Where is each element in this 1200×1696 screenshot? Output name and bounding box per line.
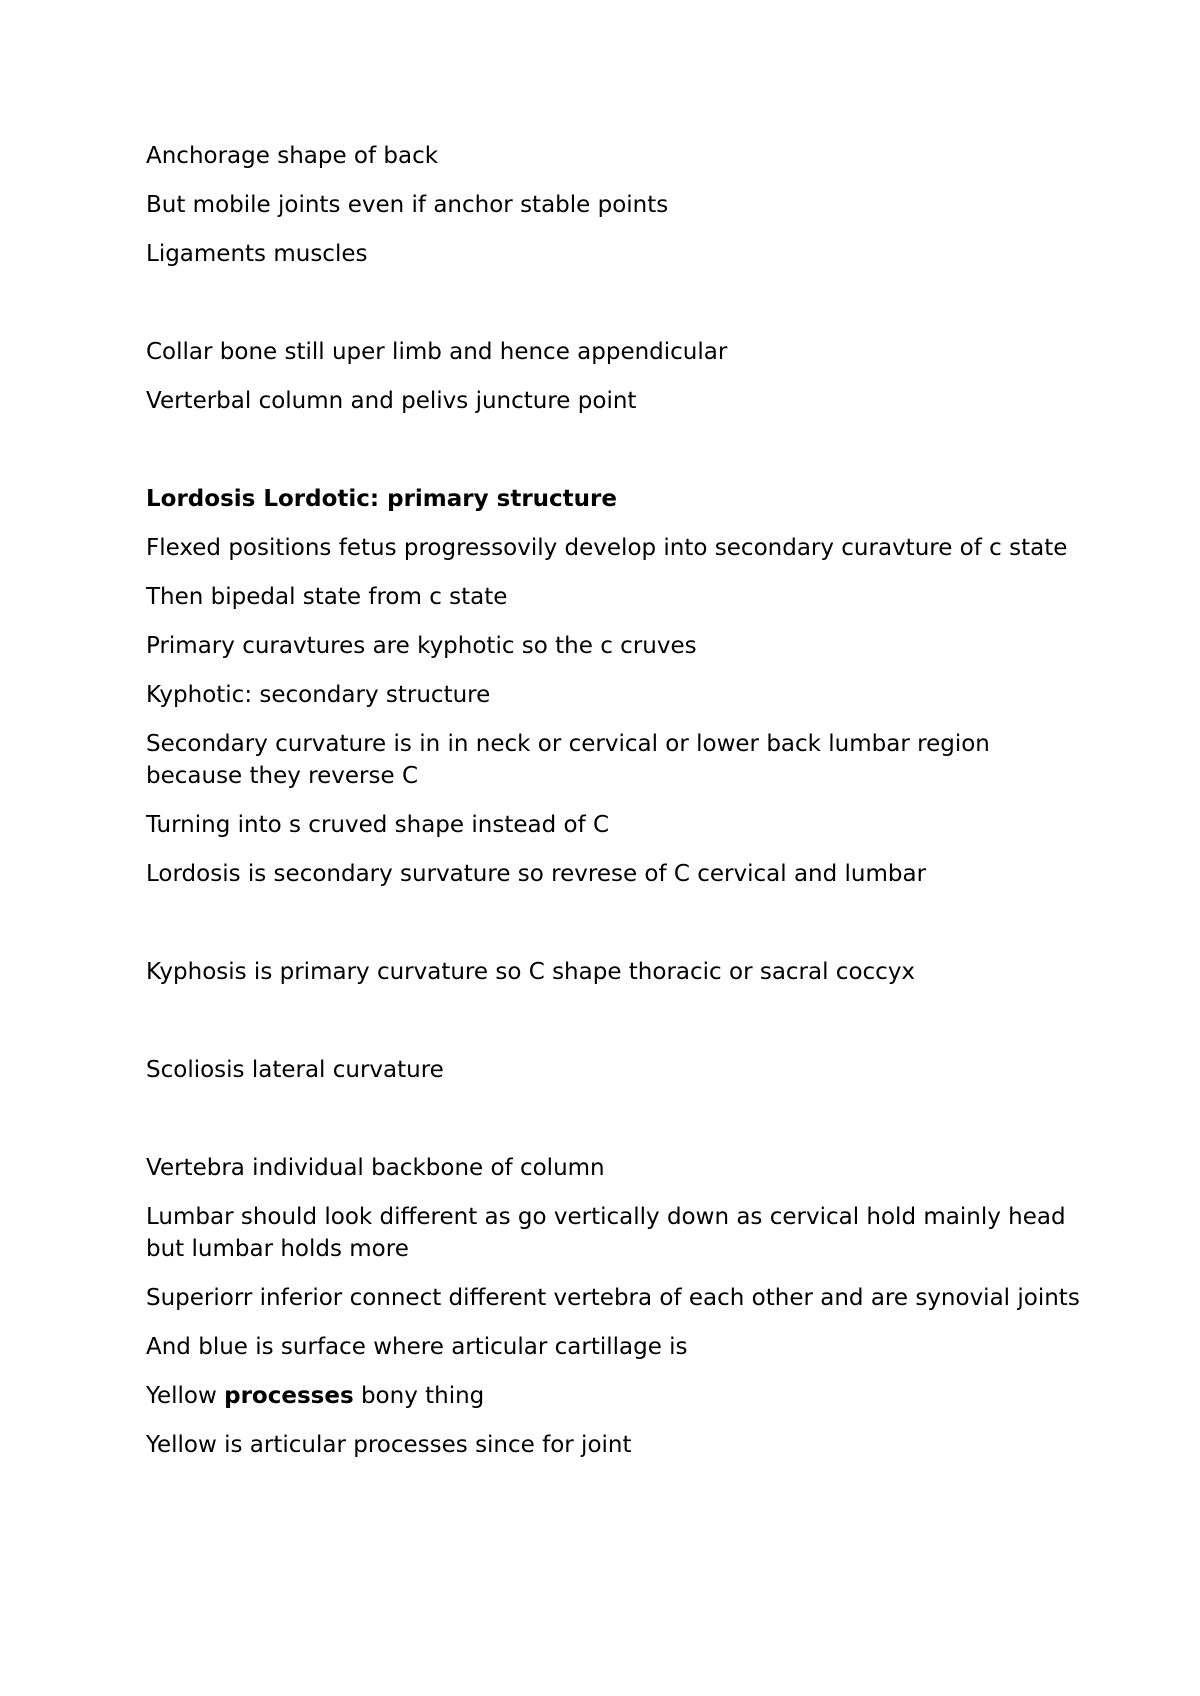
document-body xyxy=(146,140,1086,1478)
text-line: Anchorage shape of back xyxy=(146,143,439,169)
text-line: Scoliosis lateral curvature xyxy=(146,1057,444,1083)
text-line: Yellow is articular processes since for joint xyxy=(146,1432,632,1458)
blank-line xyxy=(146,907,1086,939)
text-line: And blue is surface where articular cartillage is xyxy=(146,1334,688,1360)
text-run: bony thing xyxy=(353,1383,485,1409)
text-line xyxy=(146,1380,1086,1412)
text-line: Lumbar should look different as go vertically down as cervical hold mainly head but lumbar holds more xyxy=(146,1204,1066,1262)
text-line: Ligaments muscles xyxy=(146,241,368,267)
text-line: Lordosis is secondary survature so revrese of C cervical and lumbar xyxy=(146,861,927,887)
blank-line xyxy=(146,434,1086,466)
text-line: Primary curavtures are kyphotic so the c cruves xyxy=(146,633,697,659)
text-line: Flexed positions fetus progressovily develop into secondary curavture of c state xyxy=(146,535,1068,561)
text-line: Superiorr inferior connect different vertebra of each other and are synovial joints xyxy=(146,1285,1080,1311)
text-line: But mobile joints even if anchor stable points xyxy=(146,192,669,218)
text-line: Then bipedal state from c state xyxy=(146,584,508,610)
text-line: Collar bone still uper limb and hence appendicular xyxy=(146,339,728,365)
text-line: Secondary curvature is in in neck or cervical or lower back lumbar region because they reverse C xyxy=(146,731,990,789)
text-run: Yellow xyxy=(146,1383,225,1409)
bold-term: processes xyxy=(224,1383,354,1409)
text-line: Verterbal column and pelivs juncture point xyxy=(146,388,637,414)
blank-line xyxy=(146,287,1086,319)
text-line: Kyphotic: secondary structure xyxy=(146,682,491,708)
blank-line xyxy=(146,1103,1086,1135)
blank-line xyxy=(146,1005,1086,1037)
text-line: Turning into s cruved shape instead of C xyxy=(146,812,610,838)
section-heading: Lordosis Lordotic: primary structure xyxy=(146,486,617,512)
text-line: Kyphosis is primary curvature so C shape thoracic or sacral coccyx xyxy=(146,959,916,985)
text-line: Vertebra individual backbone of column xyxy=(146,1155,605,1181)
